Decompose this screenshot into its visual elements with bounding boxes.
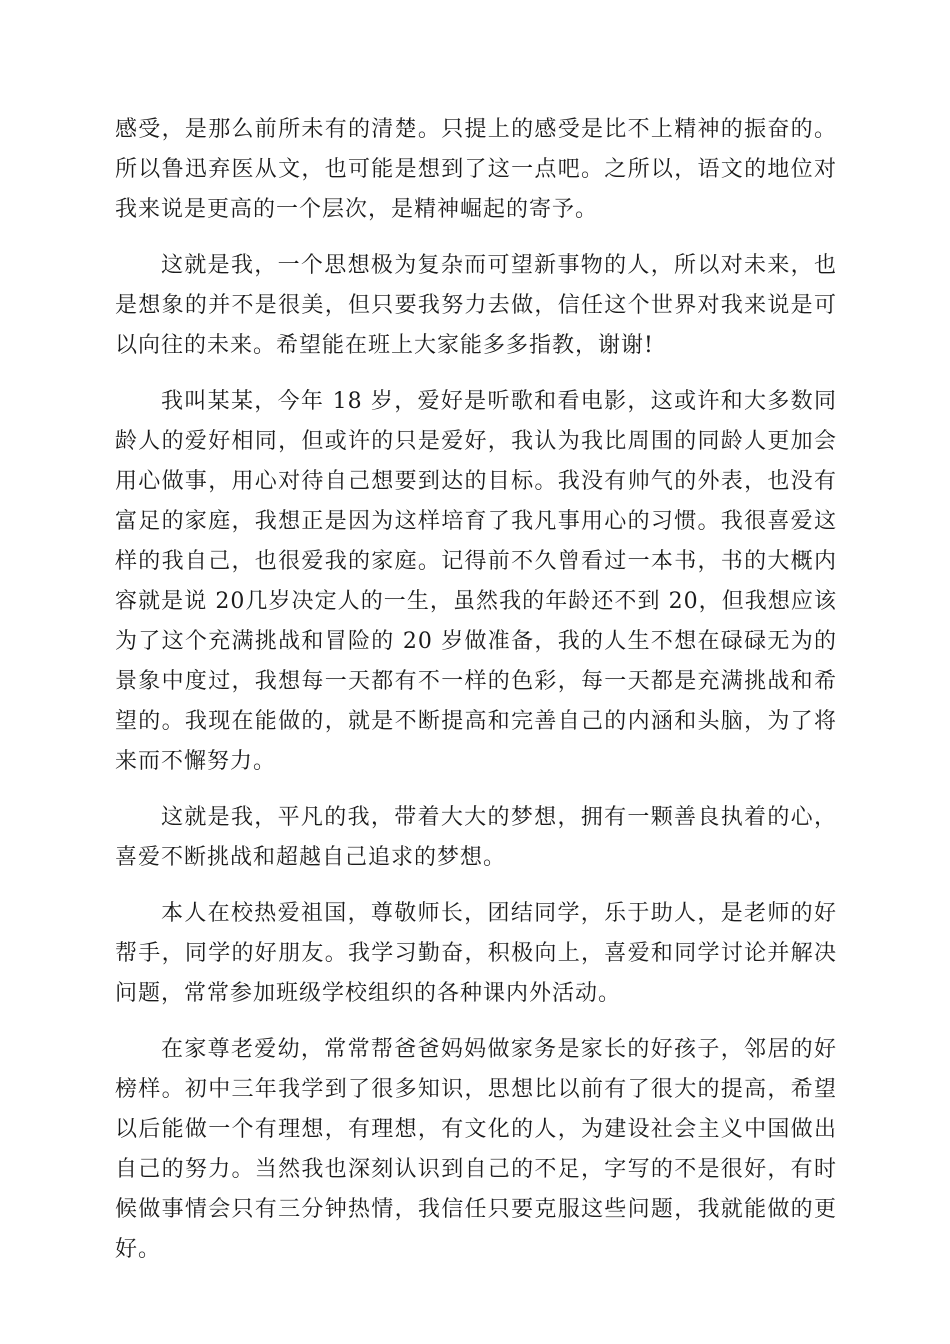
document-body bbox=[115, 110, 837, 1286]
paragraph-6: 在家尊老爱幼，常常帮爸爸妈妈做家务是家长的好孩子，邻居的好榜样。初中三年我学到了很多知识，思想比以前有了很大的提高，希望以后能做一个有理想，有理想，有文化的人，为建设社会主义中国做出自己的努力。当然我也深刻认识到自己的不足，字写的不是很好，有时候做事情会只有三分钟热情，我信任只要克服这些问题，我就能做的更好。 bbox=[115, 1037, 837, 1262]
paragraph-5: 本人在校热爱祖国，尊敬师长，团结同学，乐于助人，是老师的好帮手，同学的好朋友。我学习勤奋，积极向上，喜爱和同学讨论并解决问题，常常参加班级学校组织的各种课内外活动。 bbox=[115, 901, 837, 1006]
paragraph-1: 感受，是那么前所未有的清楚。只提上的感受是比不上精神的振奋的。所以鲁迅弃医从文，也可能是想到了这一点吧。之所以，语文的地位对我来说是更高的一个层次，是精神崛起的寄予。 bbox=[115, 117, 837, 222]
paragraph-2: 这就是我，一个思想极为复杂而可望新事物的人，所以对未来，也是想象的并不是很美，但只要我努力去做，信任这个世界对我来说是可以向往的未来。希望能在班上大家能多多指教，谢谢! bbox=[115, 253, 837, 358]
paragraph-4: 这就是我，平凡的我，带着大大的梦想，拥有一颗善良执着的心，喜爱不断挑战和超越自己追求的梦想。 bbox=[115, 805, 837, 870]
paragraph-3: 我叫某某，今年 18 岁，爱好是听歌和看电影，这或许和大多数同龄人的爱好相同，但或许的只是爱好，我认为我比周围的同龄人更加会用心做事，用心对待自己想要到达的目标。我没有帅气的外表，也没有富足的家庭，我想正是因为这样培育了我凡事用心的习惯。我很喜爱这样的我自己，也很爱我的家庭。记得前不久曾看过一本书，书的大概内容就是说 20几岁决定人的一生，虽然我的年龄还不到 20，但我想应该为了这个充满挑战和冒险的 20 岁做准备，我的人生不想在碌碌无为的景象中度过，我想每一天都有不一样的色彩，每一天都是充满挑战和希望的。我现在能做的，就是不断提高和完善自己的内涵和头脑，为了将来而不懈努力。 bbox=[115, 389, 837, 774]
